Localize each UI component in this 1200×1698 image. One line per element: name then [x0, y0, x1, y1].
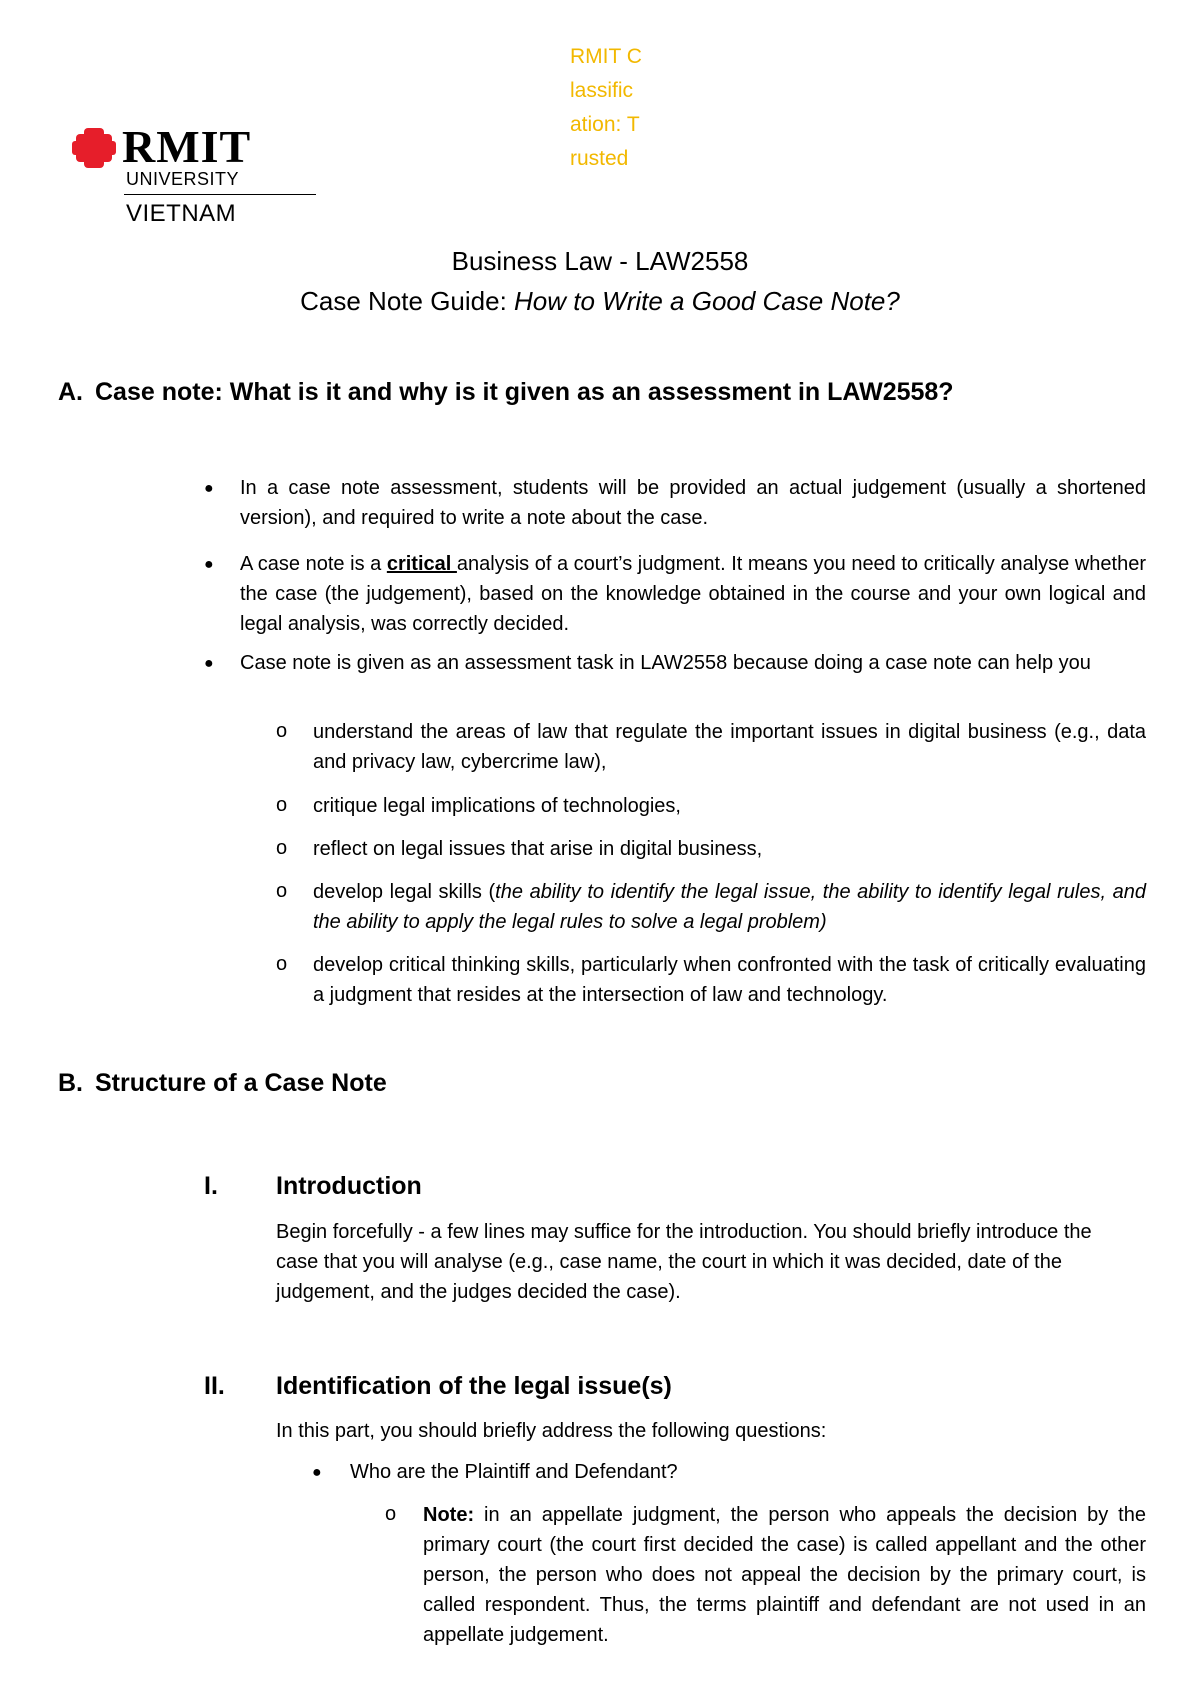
list-item: A case note is a critical analysis of a court’s judgment. It means you need to critically analyse whether the case (the judgement), based on the knowledge obtained in the course and your own logical and legal analysis, was correctly decided.: [240, 553, 1146, 635]
section-a-heading: [58, 378, 954, 407]
subtitle-prefix: Case Note Guide:: [300, 286, 515, 316]
list-item: Who are the Plaintiff and Defendant?: [350, 1461, 678, 1483]
part-numeral: I.: [204, 1172, 218, 1200]
part-text: Begin forcefully - a few lines may suffice for the introduction. You should briefly introduce the case that you will analyse (e.g., case name, the court in which it was decided, date of the judgement, and the judges decided the case).: [276, 1221, 1092, 1303]
subtitle-italic: How to Write a Good Case Note?: [514, 286, 900, 316]
list-item: reflect on legal issues that arise in digital business,: [313, 838, 763, 860]
list-item: Case note is given as an assessment task in LAW2558 because doing a case note can help you: [240, 652, 1091, 674]
document-title: Business Law - LAW2558: [451, 246, 749, 276]
circle-bullet-icon: o: [276, 880, 288, 902]
part-numeral: II.: [204, 1372, 225, 1400]
circle-bullet-icon: o: [276, 720, 288, 742]
bullet-dot-icon: ●: [204, 480, 214, 497]
section-a-title: Case note: What is it and why is it given as an assessment in LAW2558?: [95, 378, 954, 406]
logo-wordmark: RMIT: [122, 121, 252, 172]
list-item: understand the areas of law that regulate the important issues in digital business (e.g., data and privacy law, cybercrime law),: [313, 721, 1146, 773]
list-item: critique legal implications of technologies,: [313, 795, 681, 817]
rmit-logo: [72, 121, 252, 228]
bullet-dot-icon: ●: [204, 556, 214, 573]
note-paragraph: Note: in an appellate judgment, the person who appeals the decision by the primary court (the court first decided the case) is called appellant and the other person, the person who does not appeal the decision by the primary court, is called respondent. Thus, the terms plaintiff and defendant are not used in an appellate judgement.: [423, 1504, 1146, 1646]
logo-divider: [124, 194, 316, 195]
note-label: Note:: [423, 1504, 475, 1526]
logo-country: VIETNAM: [126, 200, 237, 227]
critical-emphasis: critical: [386, 553, 457, 575]
logo-university: UNIVERSITY: [126, 169, 240, 189]
section-b-letter: B.: [58, 1069, 83, 1097]
part-text: In this part, you should briefly address the following questions:: [276, 1420, 827, 1442]
section-b-title: Structure of a Case Note: [95, 1069, 387, 1097]
circle-bullet-icon: o: [276, 837, 288, 859]
bullet-dot-icon: ●: [312, 1464, 322, 1481]
rmit-pixel-logo-icon: [72, 128, 116, 168]
section-a-letter: A.: [58, 378, 83, 406]
bullet-dot-icon: ●: [204, 655, 214, 672]
circle-bullet-icon: o: [276, 794, 288, 816]
circle-bullet-icon: o: [276, 953, 288, 975]
list-item: In a case note assessment, students will be provided an actual judgement (usually a shortened version), and required to write a note about the case.: [240, 477, 1146, 529]
list-item: develop legal skills (the ability to identify the legal issue, the ability to identify legal rules, and the ability to apply the legal rules to solve a legal problem): [313, 881, 1146, 933]
section-b-heading: [58, 1069, 387, 1098]
part-heading: Introduction: [276, 1172, 422, 1200]
document-subtitle: [0, 286, 1200, 317]
part-heading: Identification of the legal issue(s): [276, 1372, 672, 1400]
classification-label: RMIT Classification: Trusted: [570, 45, 642, 170]
circle-bullet-icon: o: [385, 1503, 397, 1525]
list-item: develop critical thinking skills, particularly when confronted with the task of critically evaluating a judgment that resides at the intersection of law and technology.: [313, 954, 1146, 1006]
